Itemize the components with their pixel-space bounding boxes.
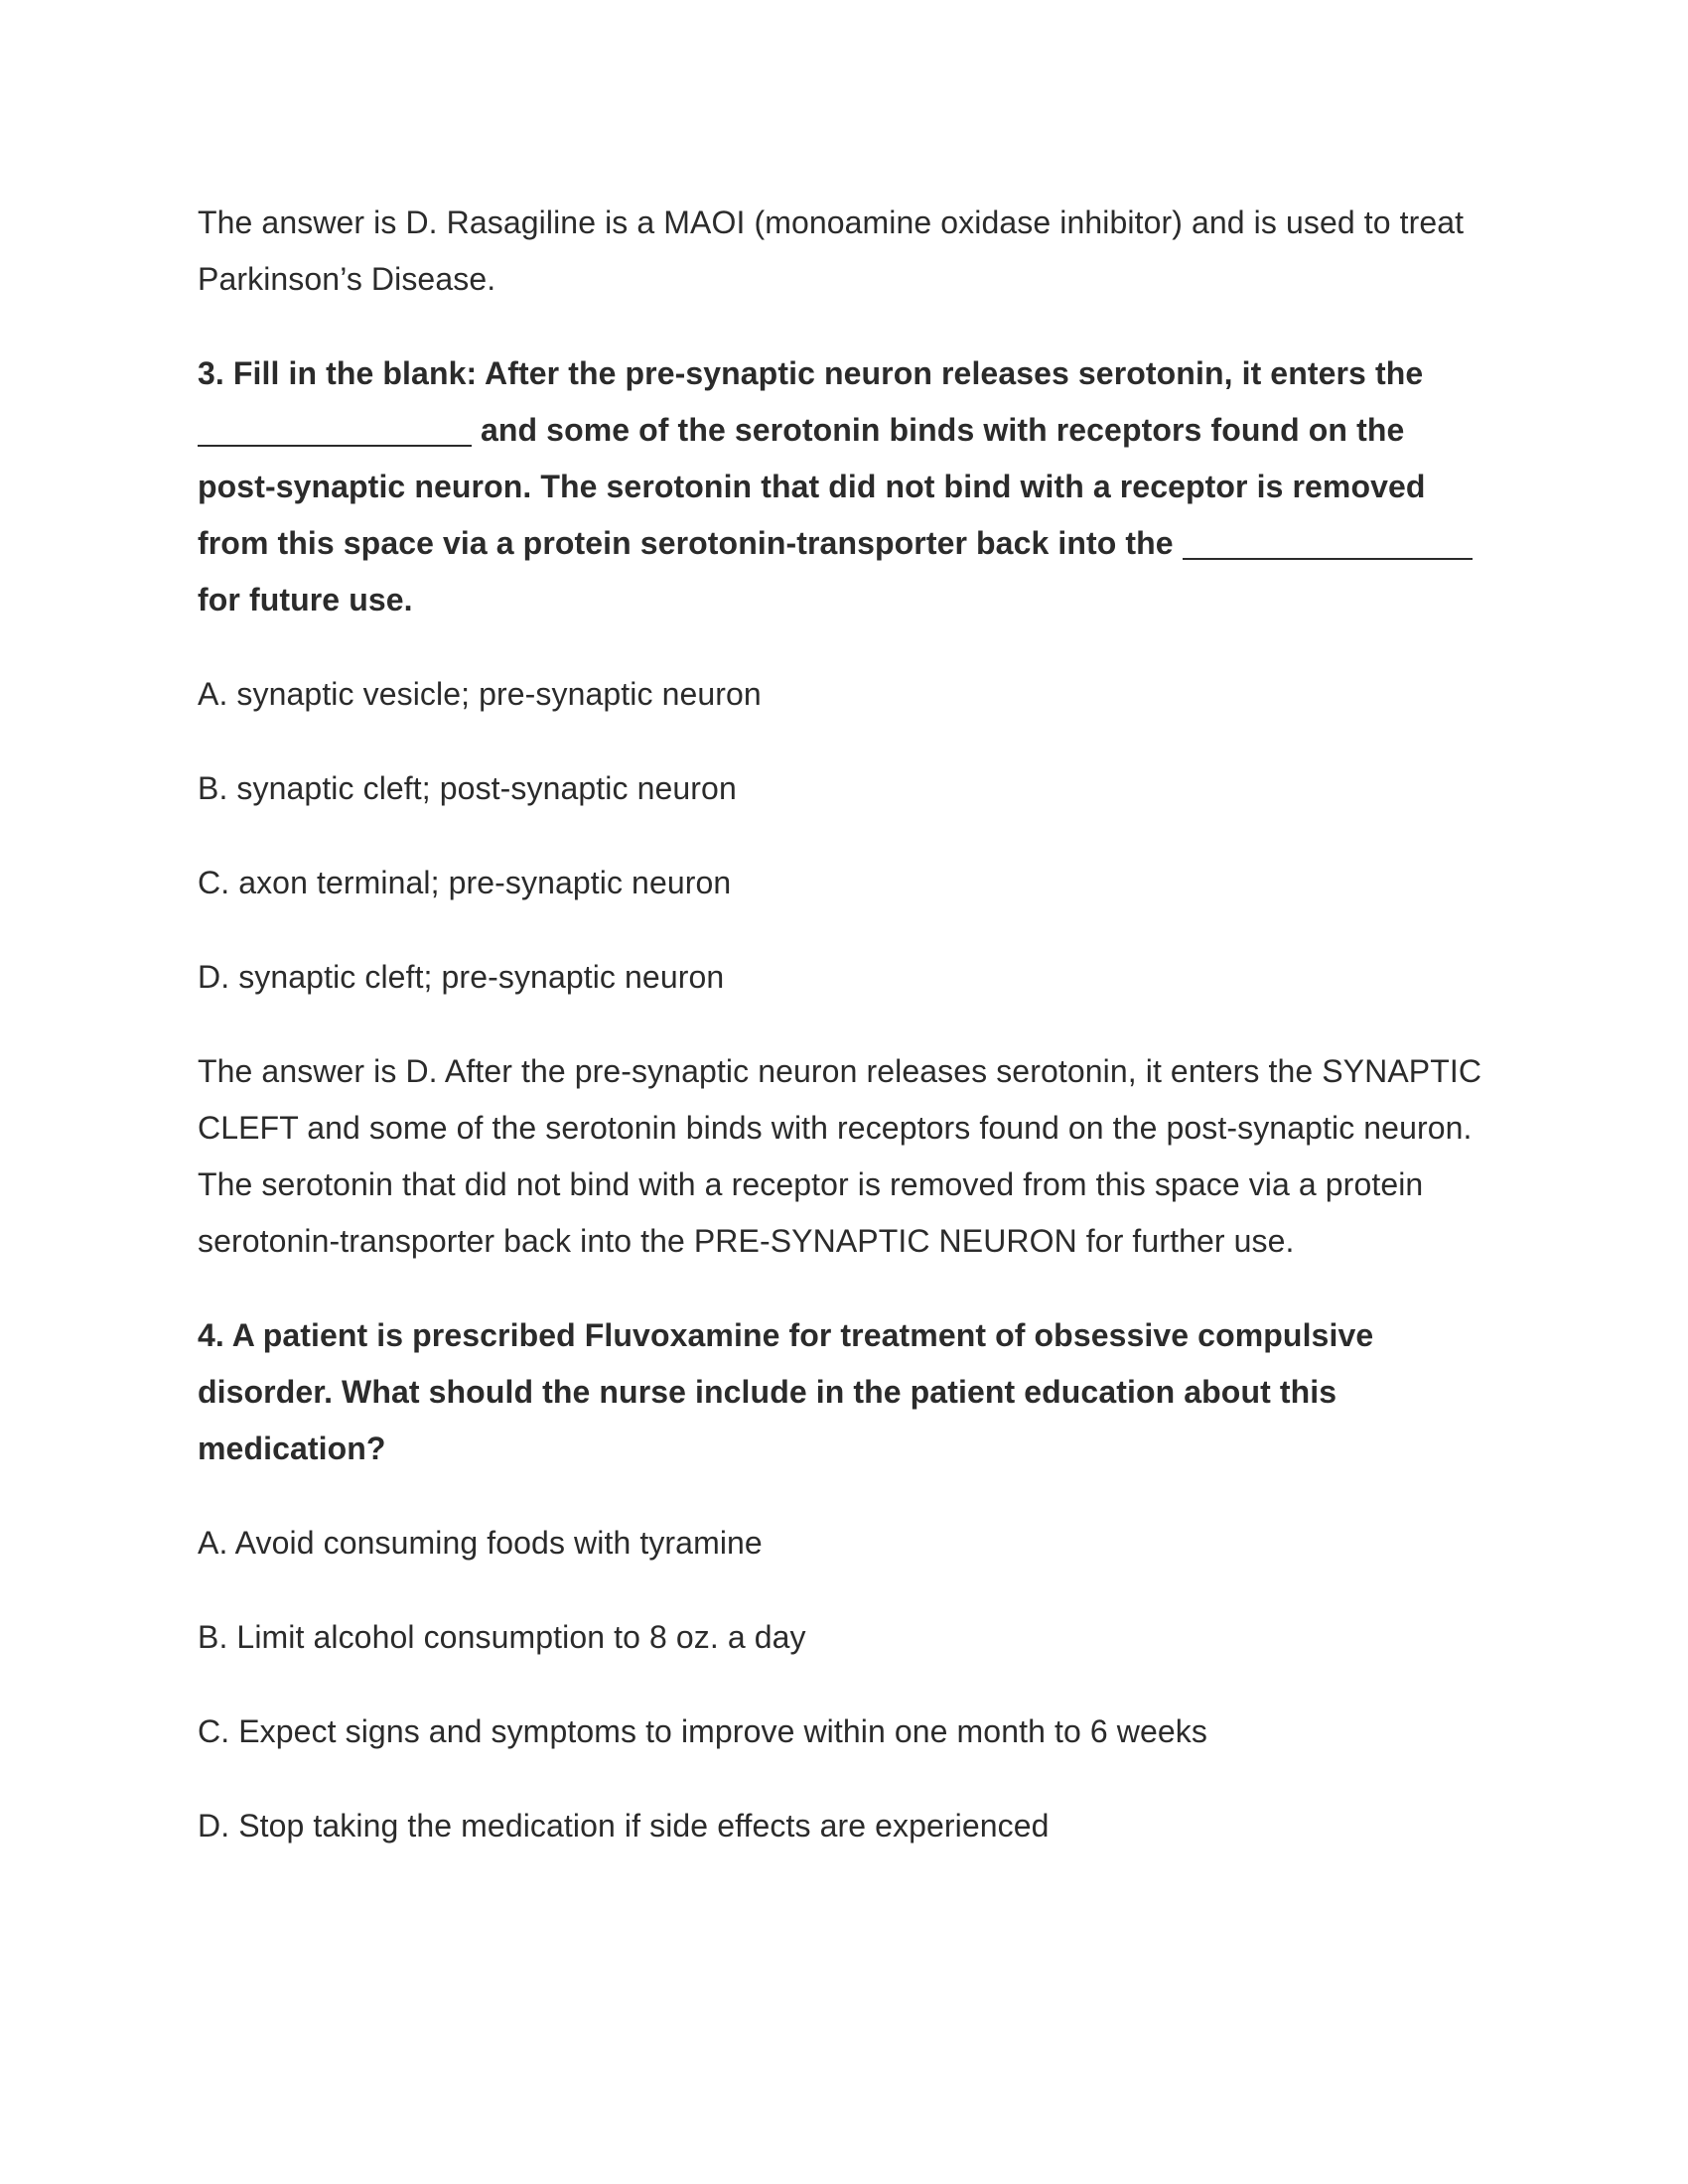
question-3-part1: 3. Fill in the blank: After the pre-synaptic neuron releases serotonin, it enters the xyxy=(198,355,1424,391)
question-3-part2: and some of the serotonin binds with receptors found on the post-synaptic neuron. The serotonin that did not bind with a receptor is removed from this space via a protein serotonin-transporter back into the xyxy=(198,412,1426,561)
question-3-option-a: A. synaptic vesicle; pre-synaptic neuron xyxy=(198,676,762,712)
question-4: 4. A patient is prescribed Fluvoxamine for treatment of obsessive compulsive disorder. What should the nurse include in the patient education about this medication? xyxy=(198,1317,1374,1466)
question-3-option-c: C. axon terminal; pre-synaptic neuron xyxy=(198,865,732,900)
fill-in-blank-1 xyxy=(198,411,472,447)
document-page xyxy=(198,195,1488,1892)
question-3-part3: for future use. xyxy=(198,582,413,617)
question-4-option-b: B. Limit alcohol consumption to 8 oz. a day xyxy=(198,1619,806,1655)
question-3-option-b: B. synaptic cleft; post-synaptic neuron xyxy=(198,770,737,806)
question-4-option-c: C. Expect signs and symptoms to improve within one month to 6 weeks xyxy=(198,1713,1207,1749)
question-3 xyxy=(198,345,1488,628)
question-3-option-d: D. synaptic cleft; pre-synaptic neuron xyxy=(198,959,725,995)
previous-answer-text: The answer is D. Rasagiline is a MAOI (monoamine oxidase inhibitor) and is used to treat Parkinson’s Disease. xyxy=(198,205,1465,297)
question-3-answer-text: The answer is D. After the pre-synaptic neuron releases serotonin, it enters the SYNAPTIC CLEFT and some of the serotonin binds with receptors found on the post-synaptic neuron. The serotonin that did not bind with a receptor is removed from this space via a protein serotonin-transporter back into the PRE-SYNAPTIC NEURON for further use. xyxy=(198,1053,1482,1259)
question-4-option-a: A. Avoid consuming foods with tyramine xyxy=(198,1525,763,1561)
question-4-option-d: D. Stop taking the medication if side effects are experienced xyxy=(198,1808,1050,1843)
fill-in-blank-2 xyxy=(1183,524,1473,560)
